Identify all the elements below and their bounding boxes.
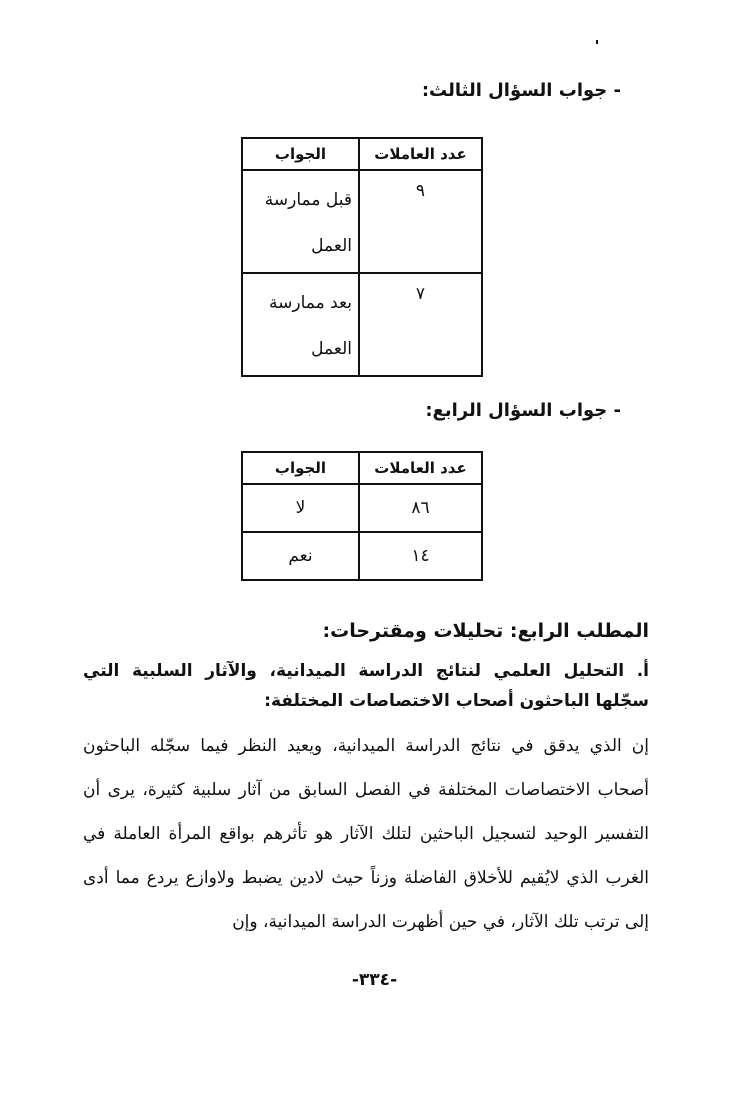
count-cell: ٧: [359, 273, 482, 376]
table-row: [242, 273, 482, 376]
table-row: [242, 170, 482, 273]
page-number: -٣٣٤-: [351, 970, 398, 990]
count-cell: ٨٦: [359, 484, 482, 532]
count-header: عدد العاملات: [359, 138, 482, 170]
q3-table: [241, 137, 483, 377]
table-header-row: [242, 452, 482, 484]
count-cell: ٩: [359, 170, 482, 273]
table-header-row: [242, 138, 482, 170]
q3-heading: - جواب السؤال الثالث:: [421, 80, 621, 101]
q4-heading: - جواب السؤال الرابع:: [425, 400, 621, 421]
section-subheading: أ. التحليل العلمي لنتائج الدراسة الميدانية، والآثار السلبية التي سجّلها الباحثون أصحاب الاختصاصات المختلفة:: [83, 661, 649, 711]
answer-cell: لا: [242, 484, 359, 532]
section-title: المطلب الرابع: تحليلات ومقترحات:: [322, 620, 649, 642]
count-header: عدد العاملات: [359, 452, 482, 484]
answer-cell: قبل ممارسة العمل: [242, 170, 359, 273]
count-cell: ١٤: [359, 532, 482, 580]
answer-cell: بعد ممارسة العمل: [242, 273, 359, 376]
table-row: [242, 484, 482, 532]
answer-header: الجواب: [242, 452, 359, 484]
table-row: [242, 532, 482, 580]
body-paragraph: إن الذي يدقق في نتائج الدراسة الميدانية، ويعيد النظر فيما سجّله الباحثون أصحاب الاختصاصات المختلفة في الفصل السابق من آثار سلبية كثيرة، يرى أن التفسير الوحيد لتسجيل الباحثين لتلك الآثار هو تأثرهم بواقع المرأة العاملة في الغرب الذي لايُقيم للأخلاق الفاضلة وزناً حيث لادين يضبط ولاوازع يردع مما أدى إلى ترتب تلك الآثار، في حين أظهرت الدراسة الميدانية، وإن: [83, 736, 649, 932]
q4-table: [241, 451, 483, 581]
answer-header: الجواب: [242, 138, 359, 170]
answer-cell: نعم: [242, 532, 359, 580]
page-mark: [596, 40, 598, 44]
